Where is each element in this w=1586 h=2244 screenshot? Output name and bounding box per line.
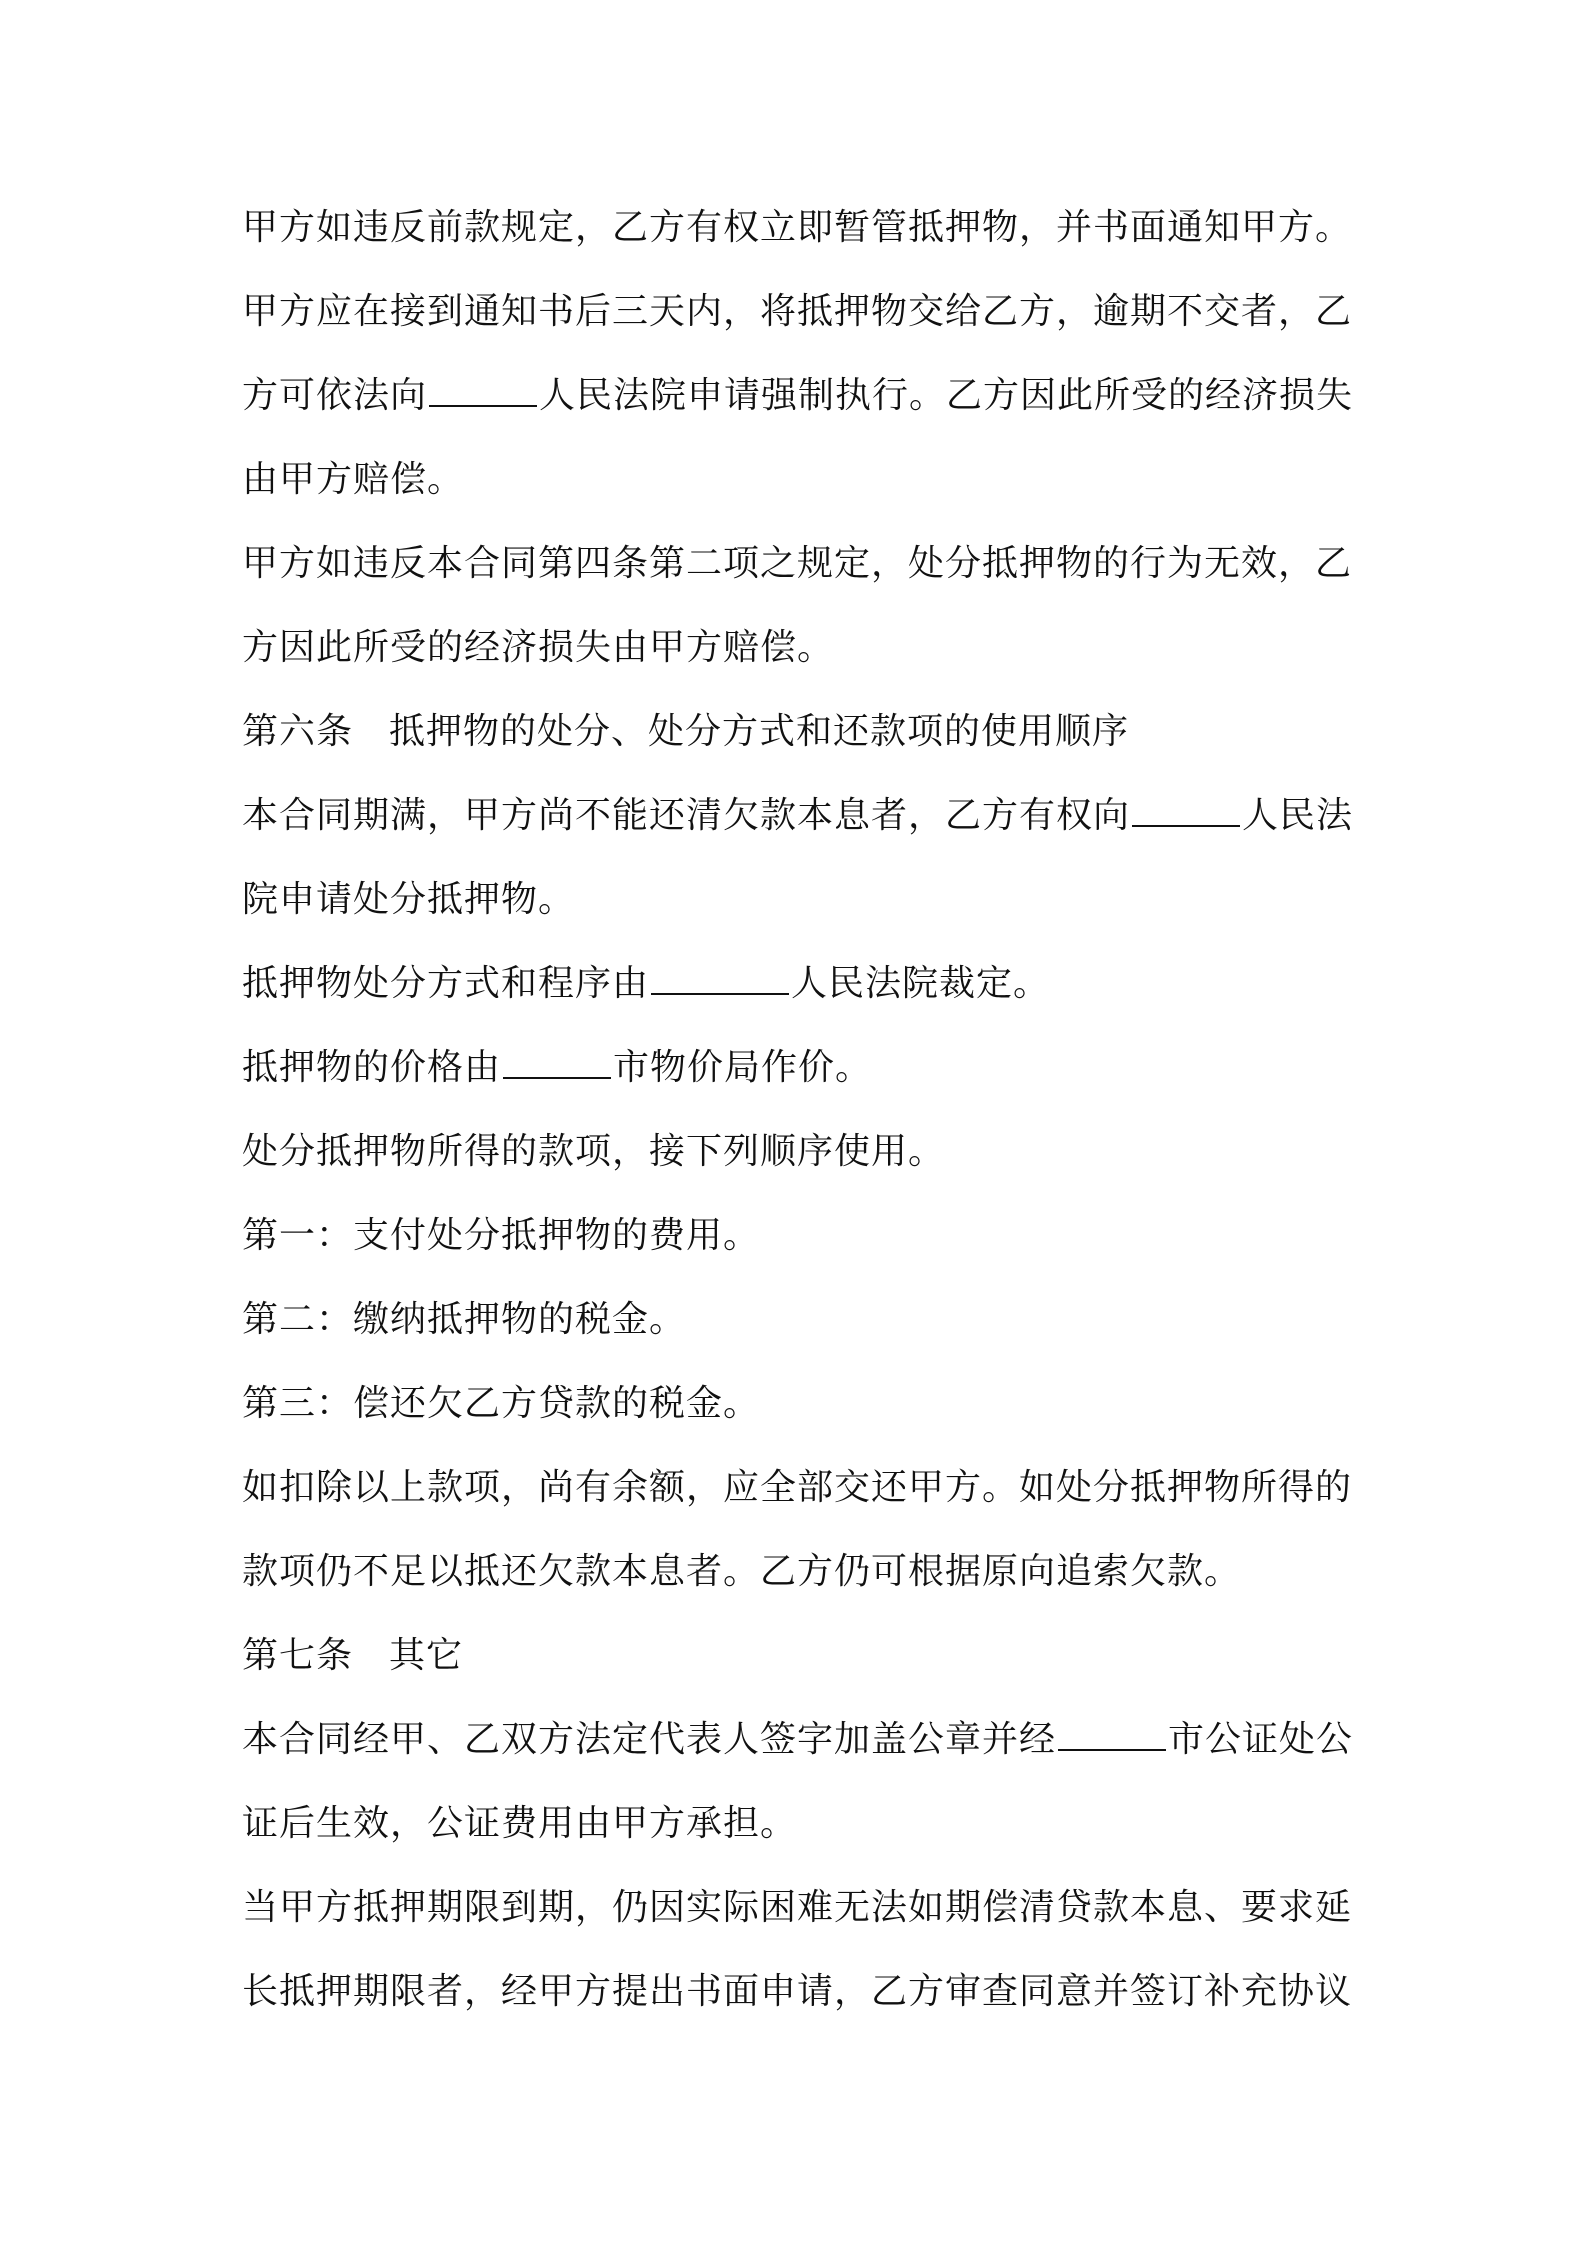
- paragraph-line: 当甲方抵押期限到期，仍因实际困难无法如期偿清贷款本息、要求延: [242, 1887, 1353, 1928]
- paragraph-line: 如扣除以上款项，尚有余额，应全部交还甲方。如处分抵押物所得的: [242, 1467, 1353, 1508]
- fill-in-blank: [429, 375, 537, 407]
- article-title: 其它: [389, 1635, 464, 1676]
- paragraph-line: 处分抵押物所得的款项，接下列顺序使用。: [242, 1131, 946, 1172]
- paragraph-line: 甲方应在接到通知书后三天内，将抵押物交给乙方，逾期不交者，乙: [242, 291, 1353, 332]
- line-text: 市物价局作价。: [613, 1047, 873, 1088]
- paragraph-line: 第一：支付处分抵押物的费用。: [242, 1215, 761, 1256]
- article-label: 第六条: [242, 711, 354, 752]
- fill-in-blank: [503, 1047, 611, 1079]
- article-label: 第七条: [242, 1635, 354, 1676]
- paragraph-line: 由甲方赔偿。: [242, 459, 465, 500]
- paragraph-line: 院申请处分抵押物。: [242, 879, 576, 920]
- line-text: 人民法院裁定。: [791, 963, 1051, 1004]
- line-text: 抵押物处分方式和程序由: [242, 963, 650, 1004]
- line-text: 人民法院申请强制执行。乙方因此所受的经济损失: [539, 375, 1354, 416]
- paragraph-line: [242, 1046, 1362, 1090]
- paragraph-line: 甲方如违反本合同第四条第二项之规定，处分抵押物的行为无效，乙: [242, 543, 1353, 584]
- paragraph-line: [242, 374, 1362, 418]
- paragraph-line: [242, 1718, 1362, 1762]
- paragraph-line: 第三：偿还欠乙方贷款的税金。: [242, 1383, 761, 1424]
- fill-in-blank: [651, 963, 789, 995]
- line-text: 方可依法向: [242, 375, 428, 416]
- paragraph-line: 方因此所受的经济损失由甲方赔偿。: [242, 627, 835, 668]
- article-title: 抵押物的处分、处分方式和还款项的使用顺序: [389, 711, 1130, 752]
- article-heading: [242, 1634, 1362, 1678]
- paragraph-line: 长抵押期限者，经甲方提出书面申请，乙方审查同意并签订补充协议: [242, 1971, 1353, 2012]
- line-text: 市公证处公: [1168, 1719, 1354, 1760]
- paragraph-line: 第二：缴纳抵押物的税金。: [242, 1299, 687, 1340]
- line-text: 本合同期满，甲方尚不能还清欠款本息者，乙方有权向: [242, 795, 1131, 836]
- paragraph-line: [242, 962, 1362, 1006]
- fill-in-blank: [1058, 1719, 1166, 1751]
- paragraph-line: 甲方如违反前款规定，乙方有权立即暂管抵押物，并书面通知甲方。: [242, 207, 1353, 248]
- line-text: 抵押物的价格由: [242, 1047, 502, 1088]
- line-text: 人民法: [1242, 795, 1354, 836]
- paragraph-line: 证后生效，公证费用由甲方承担。: [242, 1803, 798, 1844]
- article-heading: [242, 710, 1362, 754]
- line-text: 本合同经甲、乙双方法定代表人签字加盖公章并经: [242, 1719, 1057, 1760]
- paragraph-line: [242, 794, 1362, 838]
- paragraph-line: 款项仍不足以抵还欠款本息者。乙方仍可根据原向追索欠款。: [242, 1551, 1242, 1592]
- fill-in-blank: [1132, 795, 1240, 827]
